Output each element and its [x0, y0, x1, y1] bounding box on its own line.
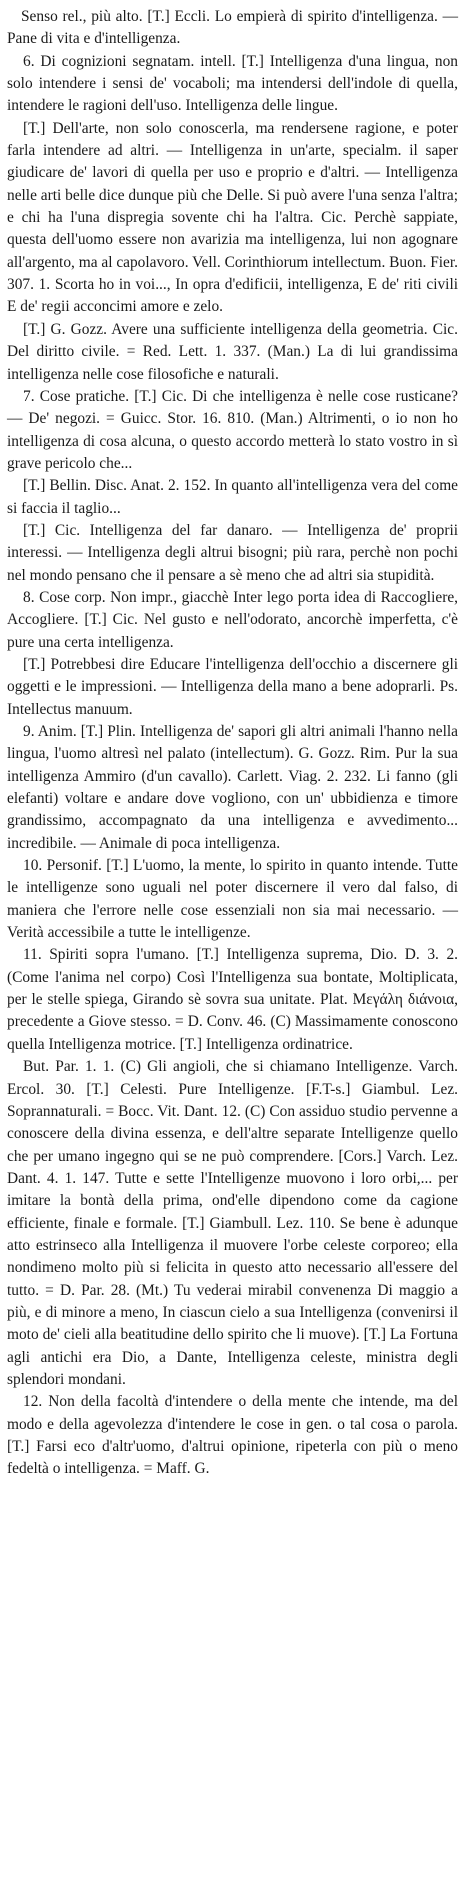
paragraph-geometria: [T.] G. Gozz. Avere una sufficiente intelligenza della geometria. Cic. Del diritto civile. = Red. Lett. 1. 337. (Man.) La di lui grandissima intelligenza nelle cose filosofiche e naturali.	[7, 320, 458, 383]
paragraph-senso-rel: Senso rel., più alto. [T.] Eccli. Lo empierà di spirito d'intelligenza. — Pane di vita e d'intelligenza.	[7, 8, 458, 48]
paragraph-sense-12: 12. Non della facoltà d'intendere o della mente che intende, ma del modo e della agevolezza d'intendere le cose in gen. o tal cosa o parola. [T.] Farsi eco d'altr'uomo, d'altrui opinione, ripeterla con più o meno fedeltà o intelligenza. = Maff. G.	[7, 1393, 458, 1478]
paragraph-danaro: [T.] Cic. Intelligenza del far danaro. — Intelligenza de' proprii interessi. — Intelligenza degli altrui bisogni; più rara, perchè non pochi nel mondo pensano che il pensare a sè meno che ad altri sia stupidità.	[7, 521, 458, 584]
paragraph-occhio: [T.] Potrebbesi dire Educare l'intelligenza dell'occhio a discernere gli oggetti e le impressioni. — Intelligenza della mano a bene adoprarli. Ps. Intellectus manuum.	[7, 655, 458, 718]
paragraph-sense-8: 8. Cose corp. Non impr., giacchè Inter lego porta idea di Raccogliere, Accogliere. [T.] Cic. Nel gusto e nell'odorato, ancorchè imperfetta, c'è pure una certa intelligenza.	[7, 588, 458, 651]
paragraph-arte: [T.] Dell'arte, non solo conoscerla, ma rendersene ragione, e poter farla intendere ad altri. — Intelligenza in un'arte, specialm. il saper giudicare de' lavori di quella per uso e proprio e d'altri. — Intelligenza nelle arti belle dice dunque più che Delle. Si può avere l'una senza l'altra; e chi ha l'una dispregia sovente chi ha l'altra. Cic. Perchè sappiate, questa dell'uomo essere non avarizia ma intelligenza, lui non agognare all'argento, ma al capolavoro. Vell. Corinthiorum intellectum. Buon. Fier. 307. 1. Scorta ho in voi..., In opra d'edificii, intelligenza, E de' riti civili E de' regii acconcimi amore e zelo.	[7, 119, 459, 316]
paragraph-sense-11: 11. Spiriti sopra l'umano. [T.] Intelligenza suprema, Dio. D. 3. 2. (Come l'anima nel corpo) Così l'Intelligenza sua bontate, Moltiplicata, per le stelle spiega, Girando sè sovra sua unitate. Plat. Μεγάλη διάνοια, precedente a Giove stesso. = D. Conv. 46. (C) Massimamente conoscono quella Intelligenza motrice. [T.] Intelligenza ordinatrice.	[7, 946, 458, 1053]
paragraph-bellin: [T.] Bellin. Disc. Anat. 2. 152. In quanto all'intelligenza vera del come si faccia il taglio...	[7, 477, 458, 517]
paragraph-angioli: But. Par. 1. 1. (C) Gli angioli, che si chiamano Intelligenze. Varch. Ercol. 30. [T.] Celesti. Pure Intelligenze. [F.T-s.] Giambul. Lez. Soprannaturali. = Bocc. Vit. Dant. 12. (C) Con assiduo studio pervenne a conoscere della divina essenza, e dell'altre separate Intelligenze quello che per umano ingegno qui se ne può comprendere. [Cors.] Varch. Lez. Dant. 4. 1. 147. Tutte e sette l'Intelligenze muovono i loro orbi,... per imitare la bontà della prima, ond'elle dipendono come da cagione efficiente, finale e formale. [T.] Giambull. Lez. 110. Se bene è adunque atto estrinseco alla Intelligenza il muovere l'orbe celeste corporeo; ella nondimeno molto più si felicita in questo atto necessario all'essere del tutto. = D. Par. 28. (Mt.) Tu vederai mirabil convenenza Di maggio a più, e di minore a meno, In ciascun cielo a sua Intelligenza (convenirsi il moto de' cieli alla beatitudine dello spirito che li muove). [T.] La Fortuna agli antichi era Dio, a Dante, Intelligenza celeste, ministra degli splendori mondani.	[7, 1058, 458, 1388]
paragraph-sense-6: 6. Di cognizioni segnatam. intell. [T.] Intelligenza d'una lingua, non solo intendere i sensi de' vocaboli; ma intendersi dell'indole di quella, intendere le ragioni dell'uso. Intelligenza delle lingue.	[7, 52, 458, 115]
paragraph-sense-7: 7. Cose pratiche. [T.] Cic. Di che intelligenza è nelle cose rusticane? — De' negozi. = Guicc. Stor. 16. 810. (Man.) Altrimenti, o io non ho intelligenza di cosa alcuna, o questo accordo metterà lo stato vostro in sì grave pericolo che...	[7, 387, 458, 472]
paragraph-sense-9: 9. Anim. [T.] Plin. Intelligenza de' sapori gli altri animali l'hanno nella lingua, l'uomo altresì nel palato (intellectum). G. Gozz. Rim. Pur la sua intelligenza Ammiro (d'un cavallo). Carlett. Viag. 2. 232. Li fanno (gli elefanti) voltare e andare dove vogliono, con un' ubbidienza e timore grandissimo, accompagnato da una intelligenza e avvedimento... incredibile. — Animale di poca intelligenza.	[7, 723, 458, 852]
paragraph-sense-10: 10. Personif. [T.] L'uomo, la mente, lo spirito in quanto intende. Tutte le intelligenze sono uguali nel poter discernere il vero dal falso, di maniera che l'errore nelle cose essenziali non sia mai necessario. — Verità accessibile a tutte le intelligenze.	[7, 857, 458, 942]
